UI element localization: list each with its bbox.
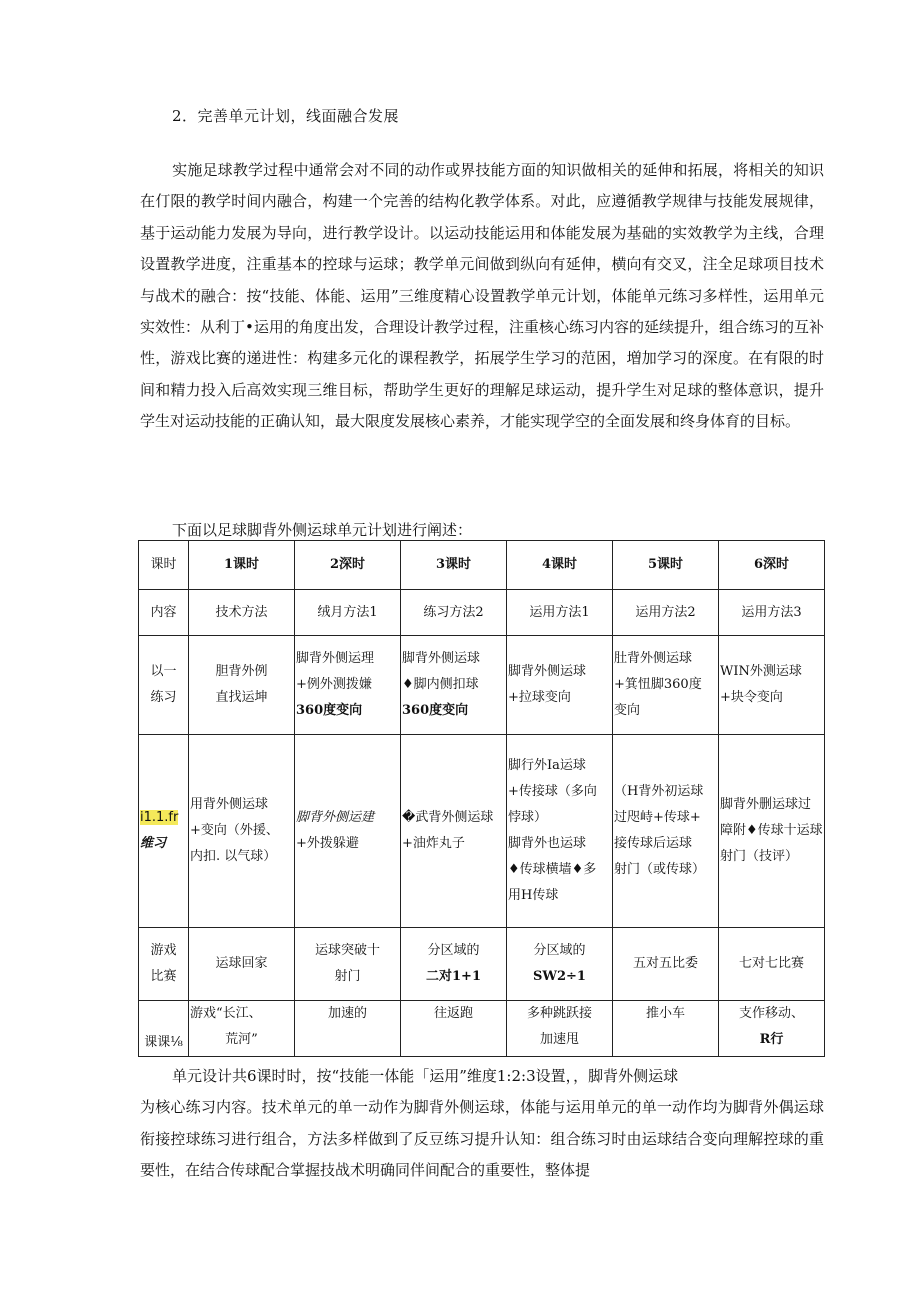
row-single-practice	[139, 636, 825, 735]
lesson-4: 4课时	[507, 541, 613, 590]
paragraph-1	[140, 155, 824, 438]
section-heading: 2．完善单元计划，线面融合发展	[172, 107, 400, 125]
table-intro: 下面以足球脚背外侧运球单元计划进行阐述：	[172, 521, 473, 539]
content-2: 绒月方法1	[295, 590, 401, 636]
lesson-3: 3课时	[401, 541, 507, 590]
paragraph-1-text: 实施足球教学过程中通常会对不同的动作或界技能方面的知识做相关的延伸和拓展，将相关的知识在仃限的教学时间内融合，构建一个完善的结构化教学体系。对此，应遵循教学规律与技能发展规律，基于运动能力发展为导向，进行教学设计。以运动技能运用和体能发展为基础的实效教学为主线，合理设置教学进度，注重基本的控球与运球；教学单元间做到纵向有延伸，横向有交叉，注全足球项目技术与战术的融合：按“技能、体能、运用”三维度精心设置教学单元计划，体能单元练习多样性，运用单元实效性：从利丁•运用的角度出发，合理设计教学过程，注重核心练习内容的延续提升，组合练习的互补性，游戏比赛的递进性：构建多元化的课程教学，拓展学生学习的范困，増加学习的深度。在有限的时间和精力投入后高效实现三维目标，帮助学生更好的理解足球运动，提升学生对足球的整体意识，提升学生对运动技能的正确认知，最大限度发展核心素养，才能实现学空的全面发展和终身体育的目标。	[140, 161, 824, 431]
row-game	[139, 928, 825, 1001]
lesson-1: 1课时	[189, 541, 295, 590]
content-6: 运用方法3	[719, 590, 825, 636]
content-3: 练习方法2	[401, 590, 507, 636]
combo-2: 脚背外侧运建 +外拨躲避	[295, 735, 401, 928]
single-6: WIN外测运球 +块令变向	[719, 636, 825, 735]
combo-4: 脚行外Ia运球 +传接球（多向 悖球） 脚背外也运球 ♦传球横墙♦多 用H传球	[507, 735, 613, 928]
combo-5: （H背外初运球 过咫峙+传球+ 接传球后运球 射门（或传球）	[613, 735, 719, 928]
after-1: 游戏“长江、 荒河”	[189, 1001, 295, 1057]
after-6: 支作移动、 R行	[719, 1001, 825, 1057]
single-1: 胆背外例 直找运坤	[189, 636, 295, 735]
game-2: 运球突破十 射门	[295, 928, 401, 1001]
game-5: 五对五比委	[613, 928, 719, 1001]
lesson-5: 5课时	[613, 541, 719, 590]
single-5: 肚背外侧运球 +箕忸脚360度 变向	[613, 636, 719, 735]
header-game: 游戏 比赛	[139, 928, 189, 1001]
game-1: 运球回家	[189, 928, 295, 1001]
single-4: 脚背外侧运球 +拉球变向	[507, 636, 613, 735]
game-6: 七对七比赛	[719, 928, 825, 1001]
combo-6: 脚背外删运球过 障附♦传球十运球 射门（技评）	[719, 735, 825, 928]
paragraph-2-line-1: 单元设计共6课时时，按“技能一体能「运用”维度1:2:3设置，，脚背外侧运球	[172, 1067, 679, 1085]
combo-1: 用背外侧运球 +变向（外援、 内扣. 以气球）	[189, 735, 295, 928]
header-combo-practice: i1.1.fr 维习	[139, 735, 189, 928]
row-combo-practice	[139, 735, 825, 928]
single-3: 脚背外侧运球 ♦脚内侧扣球 360度变向	[401, 636, 507, 735]
unit-plan-table	[138, 540, 825, 1057]
header-content: 内容	[139, 590, 189, 636]
after-5: 推小车	[613, 1001, 719, 1057]
game-3: 分区域的 二对1+1	[401, 928, 507, 1001]
paragraph-2	[140, 1061, 824, 1187]
content-5: 运用方法2	[613, 590, 719, 636]
header-after-class: 课课⅛	[139, 1001, 189, 1057]
content-4: 运用方法1	[507, 590, 613, 636]
row-after-class	[139, 1001, 825, 1057]
after-2: 加速的	[295, 1001, 401, 1057]
after-3: 往返跑	[401, 1001, 507, 1057]
lesson-6: 6深时	[719, 541, 825, 590]
lesson-2: 2深时	[295, 541, 401, 590]
row-lessons	[139, 541, 825, 590]
single-2: 脚背外侧运理 +例外测拨嫌 360度变向	[295, 636, 401, 735]
row-content	[139, 590, 825, 636]
after-4: 多种跳跃接 加速甩	[507, 1001, 613, 1057]
game-4: 分区域的 SW2÷1	[507, 928, 613, 1001]
paragraph-2-rest: 为核心练习内容。技术单元的单一动作为脚背外侧运球，体能与运用单元的单一动作均为脚背外偶运球衔接控球练习进行组合，方法多样做到了反豆练习提升认知：组合练习时由运球结合变向理解控球的重要性，在结合传球配合掌握技战术明确同伴间配合的重要性，整体提	[140, 1098, 824, 1180]
content-1: 技术方法	[189, 590, 295, 636]
header-single-practice: 以一 练习	[139, 636, 189, 735]
combo-3: �武背外侧运球 +油炸丸子	[401, 735, 507, 928]
header-lesson: 课时	[139, 541, 189, 590]
